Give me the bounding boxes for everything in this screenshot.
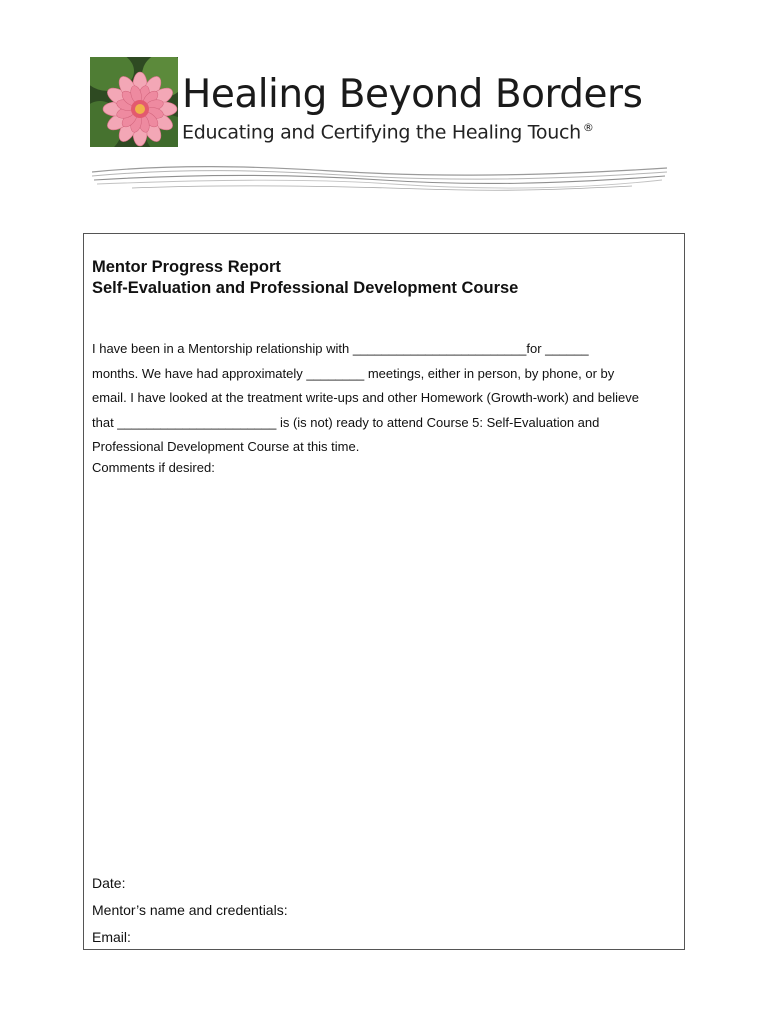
mentor-name-label: Mentor’s name and credentials: [92, 902, 288, 918]
date-label: Date: [92, 875, 126, 891]
registered-mark: ® [582, 121, 594, 134]
statement-line: I have been in a Mentorship relationship with ________________________for ______ [92, 341, 589, 356]
statement-line: that ______________________ is (is not) ready to attend Course 5: Self-Evaluation and [92, 414, 600, 430]
form-title [92, 257, 518, 299]
comments-label: Comments if desired: [92, 460, 215, 475]
statement-line: months. We have had approximately ________ meetings, either in person, by phone, or by [92, 365, 615, 381]
brand-tagline [182, 122, 594, 142]
decorative-wave-divider [92, 162, 667, 194]
statement-line: Professional Development Course at this time. [92, 439, 360, 455]
brand-title: Healing Beyond Borders [182, 72, 643, 117]
brand-tagline-text: Educating and Certifying the Healing Touch [182, 121, 581, 144]
email-label: Email: [92, 929, 131, 945]
statement-paragraph [92, 337, 682, 460]
letterhead [90, 57, 670, 152]
statement-line: email. I have looked at the treatment write-ups and other Homework (Growth-work) and believe [92, 390, 639, 406]
mentor-report-form [83, 233, 685, 950]
form-title-line-1: Mentor Progress Report [92, 258, 281, 276]
lotus-flower-icon [90, 57, 178, 147]
signature-block [92, 870, 288, 951]
form-title-line-2: Self-Evaluation and Professional Development Course [92, 279, 519, 297]
